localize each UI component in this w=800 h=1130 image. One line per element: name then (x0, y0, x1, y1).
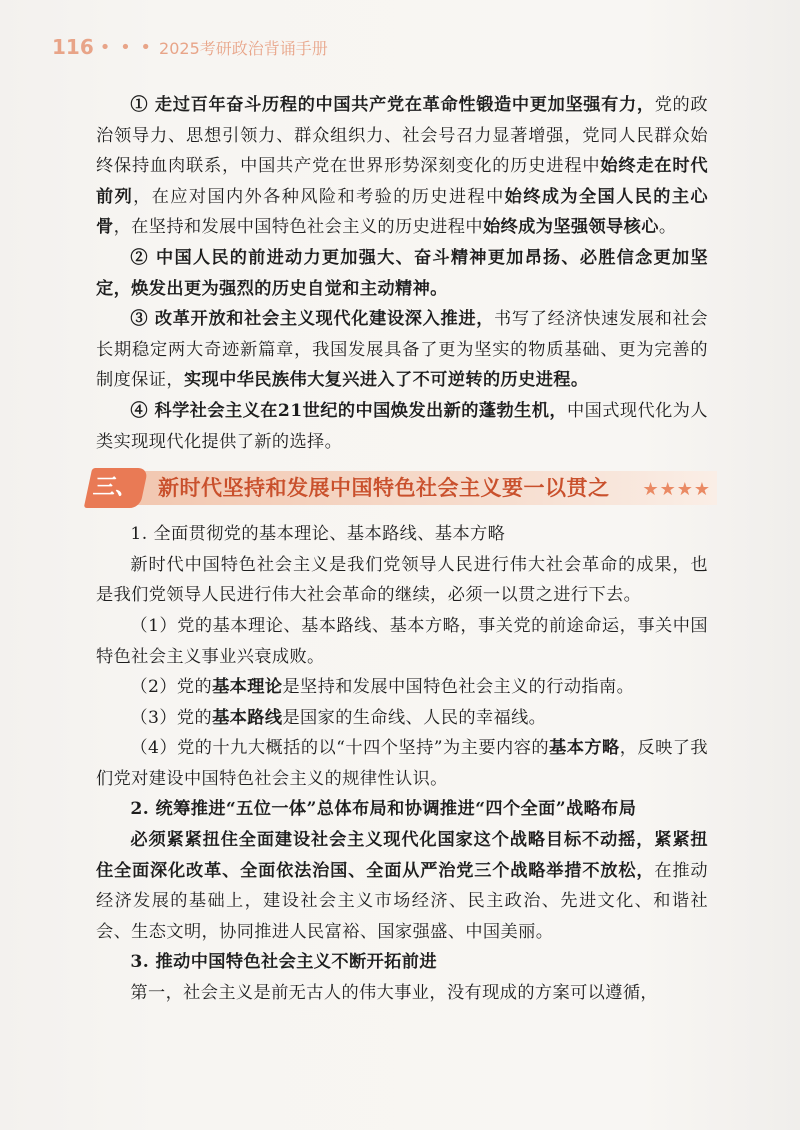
text: ，在坚持和发展中国特色社会主义的历史进程中 (113, 217, 483, 238)
paragraph-item-3 (96, 304, 708, 396)
bold-text: ② 中国人民的前进动力更加强大、奋斗精神更加昂扬、必胜信念更加坚定，焕发出更为强烈的历史自觉和主动精神。 (96, 247, 708, 299)
bold-text: ③ 改革开放和社会主义现代化建设深入推进， (130, 309, 495, 330)
bold-text: ① 走过百年奋斗历程的中国共产党在革命性锻造中更加坚强有力， (130, 95, 655, 115)
section-number: 三、 (84, 468, 149, 508)
text: ，反映了我们党对建设中国特色社会主义的规律性认识。 (96, 738, 708, 789)
list-item-1: （1）党的基本理论、基本路线、基本方略，事关党的前途命运，事关中国特色社会主义事业兴衰成败。 (96, 615, 708, 667)
book-title: 2025考研政治背诵手册 (159, 38, 328, 58)
subheading-3: 3. 推动中国特色社会主义不断开拓前进 (130, 952, 437, 973)
subheading-2: 2. 统筹推进“五位一体”总体布局和协调推进“四个全面”战略布局 (130, 799, 637, 820)
paragraph-s1: 新时代中国特色社会主义是我们党领导人民进行伟大社会革命的成果，也是我们党领导人民进行伟大社会革命的继续，必须一以贯之进行下去。 (96, 554, 708, 606)
section-heading (88, 467, 715, 509)
text: 是国家的生命线、人民的幸福线。 (282, 707, 547, 728)
page-header (52, 34, 328, 60)
text: 中国式现代化为人类实现现代化提供了新的选择。 (96, 400, 708, 452)
section-title: 新时代坚持和发展中国特色社会主义要一以贯之 (158, 475, 610, 500)
bold-text: 实现中华民族伟大复兴进入了不可逆转的历史进程。 (183, 370, 589, 391)
text: （2）党的 (130, 677, 213, 698)
page-content (91, 90, 711, 1009)
paragraph-s2 (96, 825, 708, 947)
text: 书写了经济快速发展和社会长期稳定两大奇迹新篇章，我国发展具备了更为坚实的物质基础、更为完善的制度保证， (96, 309, 708, 391)
page-number: 116 (52, 35, 94, 59)
bold-text: 始终走在时代前列 (96, 156, 709, 207)
list-item-3 (96, 703, 708, 734)
bold-text: 基本路线 (212, 707, 283, 728)
subheading-1: 1. 全面贯彻党的基本理论、基本路线、基本方略 (130, 524, 506, 545)
text: 党的政治领导力、思想引领力、群众组织力、社会号召力显著增强，党同人民群众始终保持血肉联系，中国共产党在世界形势深刻变化的历史进程中 (96, 95, 708, 177)
header-dots: • • • (99, 36, 154, 58)
bold-text: 始终成为全国人民的主心骨 (96, 186, 708, 238)
list-item-2 (96, 672, 708, 703)
text: （3）党的 (130, 707, 213, 728)
bold-text: 基本理论 (212, 677, 283, 698)
importance-stars: ★★★★ (642, 479, 711, 501)
text: 是坚持和发展中国特色社会主义的行动指南。 (282, 677, 635, 698)
bold-text: 基本方略 (549, 738, 620, 759)
bold-text: ④ 科学社会主义在21世纪的中国焕发出新的蓬勃生机， (130, 400, 568, 421)
list-item-4 (96, 733, 708, 794)
paragraph-item-2 (96, 243, 708, 304)
text: 在推动经济发展的基础上，建设社会主义市场经济、民主政治、先进文化、和谐社会、生态文明，协同推进人民富裕、国家强盛、中国美丽。 (96, 860, 709, 942)
paragraph-item-4 (96, 396, 708, 457)
text: （4）党的十九大概括的以“十四个坚持”为主要内容的 (130, 738, 550, 759)
paragraph-item-1 (96, 90, 708, 243)
text: 。 (658, 217, 677, 238)
bold-text: 必须紧紧扭住全面建设社会主义现代化国家这个战略目标不动摇，紧紧扭住全面深化改革、全面依法治国、全面从严治党三个战略举措不放松， (96, 830, 708, 881)
text: ，在应对国内外各种风险和考验的历史进程中 (133, 186, 505, 207)
bold-text: 始终成为坚强领导核心 (482, 217, 659, 238)
paragraph-s3: 第一，社会主义是前无古人的伟大事业，没有现成的方案可以遵循， (130, 983, 659, 1004)
